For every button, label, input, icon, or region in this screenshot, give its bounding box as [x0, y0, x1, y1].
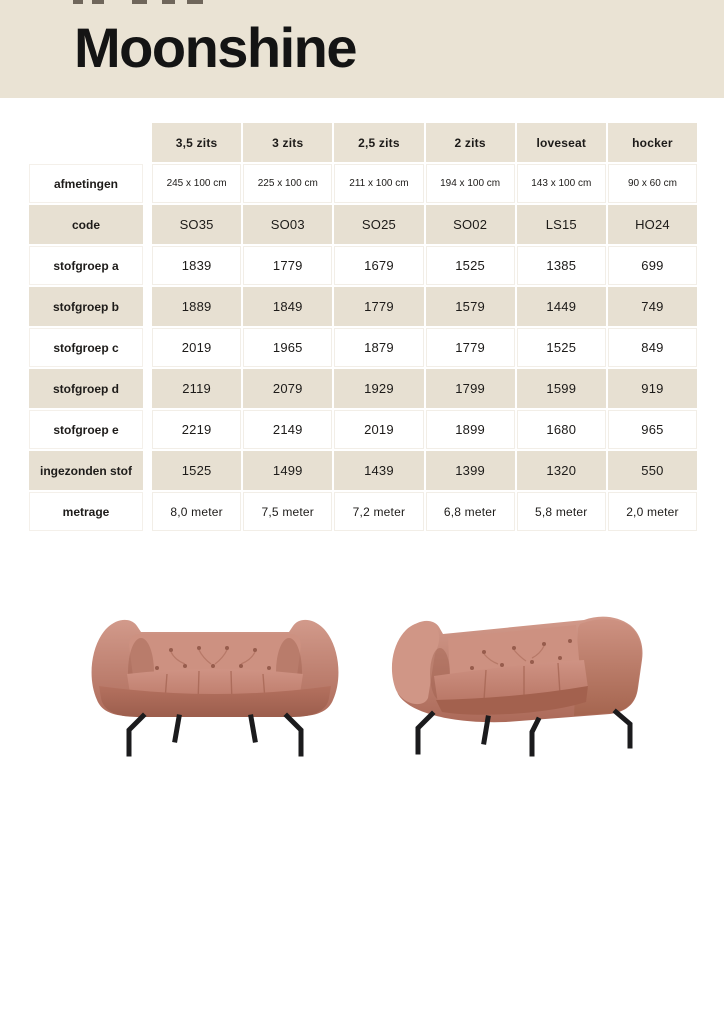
table-cell: SO35 [152, 205, 241, 244]
table-cell: 2079 [243, 369, 332, 408]
table-cell: 1525 [517, 328, 606, 367]
table-cell: 1879 [334, 328, 423, 367]
table-cell: SO03 [243, 205, 332, 244]
table-cell: 1799 [426, 369, 515, 408]
table-cell: 1779 [334, 287, 423, 326]
table-cell: 1320 [517, 451, 606, 490]
table-cell: 749 [608, 287, 697, 326]
table-cell: 849 [608, 328, 697, 367]
row-label-ingezonden-stof: ingezonden stof [29, 451, 143, 490]
table-header-row [29, 123, 697, 162]
table-cell: 1899 [426, 410, 515, 449]
table-cell: LS15 [517, 205, 606, 244]
table-cell: HO24 [608, 205, 697, 244]
row-label-stofgroep-d: stofgroep d [29, 369, 143, 408]
column-header-3-5-zits: 3,5 zits [152, 123, 241, 162]
header-banner [0, 0, 724, 98]
column-header-2-5-zits: 2,5 zits [334, 123, 423, 162]
logo-fragment [132, 0, 147, 4]
table-cell: 2149 [243, 410, 332, 449]
table-cell: 1849 [243, 287, 332, 326]
table-cell: 7,5 meter [243, 492, 332, 531]
table-cell: SO25 [334, 205, 423, 244]
table-cell: 1385 [517, 246, 606, 285]
table-cell: 1779 [243, 246, 332, 285]
table-row-afmetingen [29, 164, 697, 203]
table-cell: 2019 [334, 410, 423, 449]
sofa-image-angled [388, 612, 650, 760]
table-cell: 1399 [426, 451, 515, 490]
table-cell: 1579 [426, 287, 515, 326]
table-cell: 143 x 100 cm [517, 164, 606, 203]
logo-fragment [187, 0, 203, 4]
row-label-stofgroep-c: stofgroep c [29, 328, 143, 367]
table-cell: 1499 [243, 451, 332, 490]
row-label-stofgroep-a: stofgroep a [29, 246, 143, 285]
table-row-stofgroep-e [29, 410, 697, 449]
table-cell: 1889 [152, 287, 241, 326]
row-label-stofgroep-e: stofgroep e [29, 410, 143, 449]
header-label-spacer [29, 123, 143, 162]
table-cell: 211 x 100 cm [334, 164, 423, 203]
column-header-2-zits: 2 zits [426, 123, 515, 162]
sofa-image-front [82, 614, 348, 760]
table-cell: 1929 [334, 369, 423, 408]
table-cell: 90 x 60 cm [608, 164, 697, 203]
logo-fragment [92, 0, 104, 4]
table-cell: 5,8 meter [517, 492, 606, 531]
row-label-stofgroep-b: stofgroep b [29, 287, 143, 326]
table-row-stofgroep-b [29, 287, 697, 326]
table-cell: 225 x 100 cm [243, 164, 332, 203]
table-cell: 194 x 100 cm [426, 164, 515, 203]
table-cell: 965 [608, 410, 697, 449]
table-row-stofgroep-c [29, 328, 697, 367]
table-cell: 550 [608, 451, 697, 490]
table-cell: SO02 [426, 205, 515, 244]
table-cell: 2219 [152, 410, 241, 449]
table-cell: 2119 [152, 369, 241, 408]
column-header-loveseat: loveseat [517, 123, 606, 162]
table-row-stofgroep-a [29, 246, 697, 285]
table-cell: 245 x 100 cm [152, 164, 241, 203]
table-cell: 1679 [334, 246, 423, 285]
table-cell: 1839 [152, 246, 241, 285]
table-row-ingezonden-stof [29, 451, 697, 490]
row-label-metrage: metrage [29, 492, 143, 531]
logo-fragment [73, 0, 83, 4]
page-title: Moonshine [74, 16, 357, 79]
column-header-hocker: hocker [608, 123, 697, 162]
table-cell: 1965 [243, 328, 332, 367]
row-label-afmetingen: afmetingen [29, 164, 143, 203]
table-cell: 1680 [517, 410, 606, 449]
table-row-code [29, 205, 697, 244]
table-cell: 2019 [152, 328, 241, 367]
logo-fragment [162, 0, 175, 4]
table-cell: 1525 [426, 246, 515, 285]
table-cell: 6,8 meter [426, 492, 515, 531]
column-header-3-zits: 3 zits [243, 123, 332, 162]
table-cell: 1525 [152, 451, 241, 490]
row-label-code: code [29, 205, 143, 244]
table-row-stofgroep-d [29, 369, 697, 408]
price-table [29, 123, 697, 533]
table-cell: 1599 [517, 369, 606, 408]
table-row-metrage [29, 492, 697, 531]
table-cell: 7,2 meter [334, 492, 423, 531]
table-cell: 1449 [517, 287, 606, 326]
table-cell: 699 [608, 246, 697, 285]
table-cell: 1439 [334, 451, 423, 490]
table-cell: 919 [608, 369, 697, 408]
table-cell: 2,0 meter [608, 492, 697, 531]
table-cell: 1779 [426, 328, 515, 367]
table-cell: 8,0 meter [152, 492, 241, 531]
